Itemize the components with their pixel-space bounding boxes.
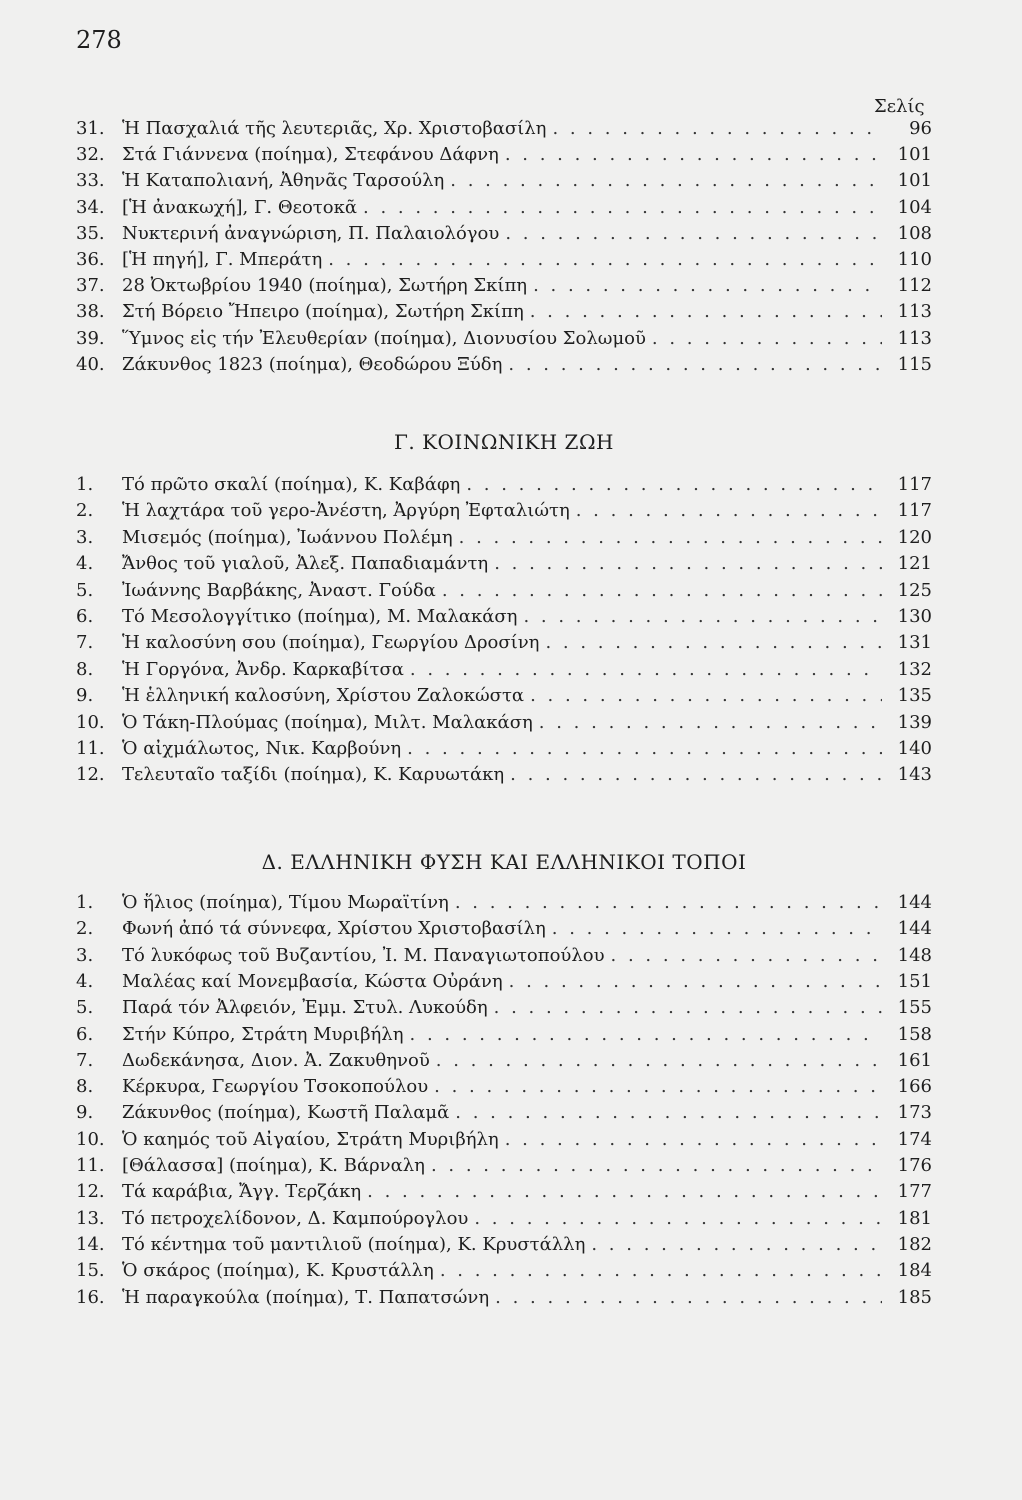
dot-leader [523,606,882,627]
dot-leader [434,1076,882,1097]
entry-page: 148 [897,944,932,966]
toc-entry [76,918,932,944]
entry-number: 6. [76,1023,94,1045]
dot-leader [328,249,882,270]
entry-number: 12. [76,1181,105,1203]
entry-title: 28 Ὀκτωβρίου 1940 (ποίημα), Σωτήρη Σκίπη [122,275,528,297]
entry-title: Μισεμός (ποίημα), Ἰωάννου Πολέμη [122,526,453,548]
entry-number: 6. [76,606,94,627]
entry-page: 176 [897,1155,932,1176]
toc-entry [76,997,932,1023]
dot-leader [494,997,882,1018]
dot-leader [450,170,882,191]
entry-page: 158 [897,1023,932,1045]
dot-leader [545,632,882,653]
entry-number: 7. [76,1049,94,1071]
toc-entry [76,685,932,711]
entry-title: Ἡ Πασχαλιά τῆς λευτεριᾶς, Χρ. Χριστοβασίλη [122,118,547,139]
entry-page: 177 [897,1181,932,1203]
entry-number: 9. [76,1102,94,1124]
entry-page: 155 [897,997,932,1019]
dot-leader [505,1129,882,1150]
entry-title: Τελευταῖο ταξίδι (ποίημα), Κ. Καρυωτάκη [122,764,505,786]
entry-page: 135 [897,685,932,707]
dot-leader [611,945,882,966]
entry-page: 173 [897,1102,932,1124]
toc-entry [76,1102,932,1128]
entry-page: 140 [897,738,932,759]
entry-title: Τό πετροχελίδονον, Δ. Καμπούρογλου [122,1207,469,1229]
entry-number: 16. [76,1286,105,1308]
entry-page: 113 [897,327,932,349]
entry-page: 182 [897,1233,932,1255]
entry-number: 13. [76,1207,105,1229]
dot-leader [459,527,882,548]
entry-title: Ἡ λαχτάρα τοῦ γερο-Ἀνέστη, Ἀργύρη Ἐφταλιώτη [122,500,570,522]
dot-leader [505,223,882,244]
entry-number: 11. [76,738,105,759]
toc-entry [76,1024,932,1050]
toc-entry [76,945,932,971]
toc-entry [76,144,932,170]
toc-entry [76,170,932,196]
entry-title: Ὁ καημός τοῦ Αἰγαίου, Στράτη Μυριβήλη [122,1128,499,1150]
entry-title: Νυκτερινή ἀναγνώριση, Π. Παλαιολόγου [122,222,500,244]
entry-page: 125 [897,579,932,601]
entry-page: 144 [897,918,932,940]
toc-entry [76,580,932,606]
toc-entry [76,971,932,997]
entry-number: 2. [76,918,94,940]
entry-number: 34. [76,196,105,218]
entry-page: 143 [897,764,932,786]
entry-number: 38. [76,301,105,323]
dot-leader [474,1208,882,1229]
dot-leader [367,1181,882,1202]
entry-title: Ζάκυνθος (ποίημα), Κωστῆ Παλαμᾶ [122,1102,450,1124]
toc-entry [76,1208,932,1234]
toc-entry [76,275,932,301]
entry-page: 101 [897,144,932,166]
entry-title: Τό Μεσολογγίτικο (ποίημα), Μ. Μαλακάση [122,606,518,627]
entry-page: 115 [897,353,932,375]
entry-title: Δωδεκάνησα, Διον. Ἀ. Ζακυθηνοῦ [122,1049,430,1071]
entry-title: Ἡ Καταπολιανή, Ἀθηνᾶς Ταρσούλη [122,170,445,192]
entry-number: 8. [76,1076,94,1098]
toc-entry [76,1287,932,1313]
entry-title: Ἡ Γοργόνα, Ἀνδρ. Καρκαβίτσα [122,658,404,680]
toc-entry [76,712,932,738]
entry-title: Ἡ καλοσύνη σου (ποίημα), Γεωργίου Δροσίνη [122,632,540,654]
entry-number: 40. [76,353,105,375]
toc-entry [76,249,932,275]
entry-title: Τό κέντημα τοῦ μαντιλιοῦ (ποίημα), Κ. Κρυστάλλη [122,1233,586,1255]
dot-leader [530,301,882,322]
entry-page: 166 [897,1076,932,1098]
entry-title: Στήν Κύπρο, Στράτη Μυριβήλη [122,1023,404,1045]
entry-number: 5. [76,997,94,1019]
toc-entry [76,764,932,790]
dot-leader [539,712,882,733]
dot-leader [505,144,882,165]
entry-number: 3. [76,944,94,966]
entry-page: 101 [897,170,932,192]
entry-title: Ἡ παραγκούλα (ποίημα), Τ. Παπατσώνη [122,1286,490,1308]
dot-leader [440,1260,882,1281]
dot-leader [552,918,882,939]
toc-entry [76,1181,932,1207]
dot-leader [591,1234,882,1255]
dot-leader [466,474,882,495]
dot-leader [410,659,882,680]
toc-entry [76,328,932,354]
toc-entry [76,1076,932,1102]
entry-number: 39. [76,327,105,349]
entry-title: [Ἡ ἀνακωχή], Γ. Θεοτοκᾶ [122,196,357,218]
entry-page: 174 [897,1128,932,1150]
entry-page: 181 [897,1207,932,1229]
entry-title: [Ἡ πηγή], Γ. Μπεράτη [122,249,323,270]
dot-leader [455,1102,882,1123]
entry-title: Φωνή ἀπό τά σύννεφα, Χρίστου Χριστοβασίλη [122,918,546,940]
dot-leader [363,197,882,218]
toc-entry [76,223,932,249]
entry-number: 15. [76,1260,105,1282]
toc-entry [76,118,932,144]
entry-page: 108 [897,222,932,244]
entry-number: 1. [76,474,94,495]
toc-entry [76,738,932,764]
entry-number: 12. [76,764,105,786]
dot-leader [442,580,882,601]
entry-number: 14. [76,1233,105,1255]
entry-page: 185 [897,1286,932,1308]
entry-title: Ὕμνος εἰς τήν Ἐλευθερίαν (ποίημα), Διονυσίου Σολωμοῦ [122,327,646,349]
entry-number: 8. [76,658,94,680]
dot-leader [509,971,882,992]
entry-number: 9. [76,685,94,707]
entry-number: 36. [76,249,105,270]
entry-title: Στά Γιάννενα (ποίημα), Στεφάνου Δάφνη [122,144,499,166]
dot-leader [652,328,882,349]
toc-entry [76,197,932,223]
entry-title: Ὁ αἰχμάλωτος, Νικ. Καρβούνη [122,738,402,759]
dot-leader [431,1155,882,1176]
entry-number: 2. [76,500,94,522]
entry-title: Ζάκυνθος 1823 (ποίημα), Θεοδώρου Ξύδη [122,353,503,375]
entry-title: Ὁ Τάκη-Πλούμας (ποίημα), Μιλτ. Μαλακάση [122,711,533,733]
toc-entry [76,500,932,526]
entry-page: 130 [897,606,932,627]
entry-number: 1. [76,892,94,913]
entry-page: 139 [897,711,932,733]
entry-number: 10. [76,711,105,733]
dot-leader [576,500,882,521]
toc-entry [76,527,932,553]
entry-page: 117 [897,500,932,522]
toc-entry [76,1129,932,1155]
entry-page: 113 [897,301,932,323]
entry-number: 10. [76,1128,105,1150]
toc-entry [76,1260,932,1286]
toc-entry [76,474,932,500]
entry-page: 151 [897,970,932,992]
page-number: 278 [76,26,122,54]
entry-page: 96 [909,118,932,139]
entry-number: 32. [76,144,105,166]
dot-leader [552,118,882,139]
toc-entry [76,301,932,327]
toc-entry [76,659,932,685]
entry-number: 37. [76,275,105,297]
entry-number: 4. [76,553,94,575]
entry-page: 117 [897,474,932,495]
entry-page: 121 [897,553,932,575]
dot-leader [530,685,882,706]
toc-entry [76,1155,932,1181]
entry-page: 131 [897,632,932,654]
entry-number: 5. [76,579,94,601]
entry-title: Ἡ ἑλληνική καλοσύνη, Χρίστου Ζαλοκώστα [122,685,525,707]
dot-leader [407,738,882,759]
entry-page: 132 [897,658,932,680]
toc-entry [76,1234,932,1260]
dot-leader [510,764,882,785]
entry-title: Κέρκυρα, Γεωργίου Τσοκοπούλου [122,1076,429,1098]
entry-number: 11. [76,1155,105,1176]
entry-number: 31. [76,118,105,139]
dot-leader [495,1287,882,1308]
toc-entry [76,553,932,579]
entry-page: 184 [897,1260,932,1282]
entry-title: Ἄνθος τοῦ γιαλοῦ, Ἀλεξ. Παπαδιαμάντη [122,553,489,575]
toc-entry [76,606,932,632]
entry-number: 3. [76,526,94,548]
dot-leader [494,553,882,574]
toc-entry [76,354,932,380]
entry-title: Στή Βόρειο Ἤπειρο (ποίημα), Σωτήρη Σκίπη [122,301,524,323]
entry-page: 144 [897,892,932,913]
entry-title: Μαλέας καί Μονεμβασία, Κώστα Οὐράνη [122,970,503,992]
section-title: Γ. ΚΟΙΝΩΝΙΚΗ ΖΩΗ [394,430,614,454]
entry-number: 35. [76,222,105,244]
dot-leader [533,275,882,296]
entry-title: Ὁ ἥλιος (ποίημα), Τίμου Μωραϊτίνη [122,892,449,913]
entry-title: Τά καράβια, Ἄγγ. Τερζάκη [122,1181,362,1203]
entry-number: 4. [76,970,94,992]
dot-leader [436,1050,882,1071]
entry-page: 120 [897,526,932,548]
entry-title: Ὁ σκάρος (ποίημα), Κ. Κρυστάλλη [122,1260,434,1282]
entry-title: Παρά τόν Ἀλφειόν, Ἐμμ. Στυλ. Λυκούδη [122,997,488,1019]
dot-leader [455,892,882,913]
page-column-header: Σελίς [874,96,925,117]
toc-entry [76,1050,932,1076]
toc-entry [76,892,932,918]
entry-page: 104 [897,196,932,218]
toc-entry [76,632,932,658]
entry-page: 110 [897,249,932,270]
entry-title: Ἰωάννης Βαρβάκης, Ἀναστ. Γούδα [122,579,436,601]
dot-leader [508,354,882,375]
entry-number: 7. [76,632,94,654]
section-title: Δ. ΕΛΛΗΝΙΚΗ ΦΥΣΗ ΚΑΙ ΕΛΛΗΝΙΚΟΙ ΤΟΠΟΙ [261,850,747,874]
entry-page: 112 [897,275,932,297]
dot-leader [410,1024,883,1045]
entry-title: Τό λυκόφως τοῦ Βυζαντίου, Ἰ. Μ. Παναγιωτοπούλου [122,944,605,966]
entry-page: 161 [897,1049,932,1071]
entry-title: Τό πρῶτο σκαλί (ποίημα), Κ. Καβάφη [122,474,461,495]
entry-number: 33. [76,170,105,192]
entry-title: [Θάλασσα] (ποίημα), Κ. Βάρναλη [122,1155,425,1176]
